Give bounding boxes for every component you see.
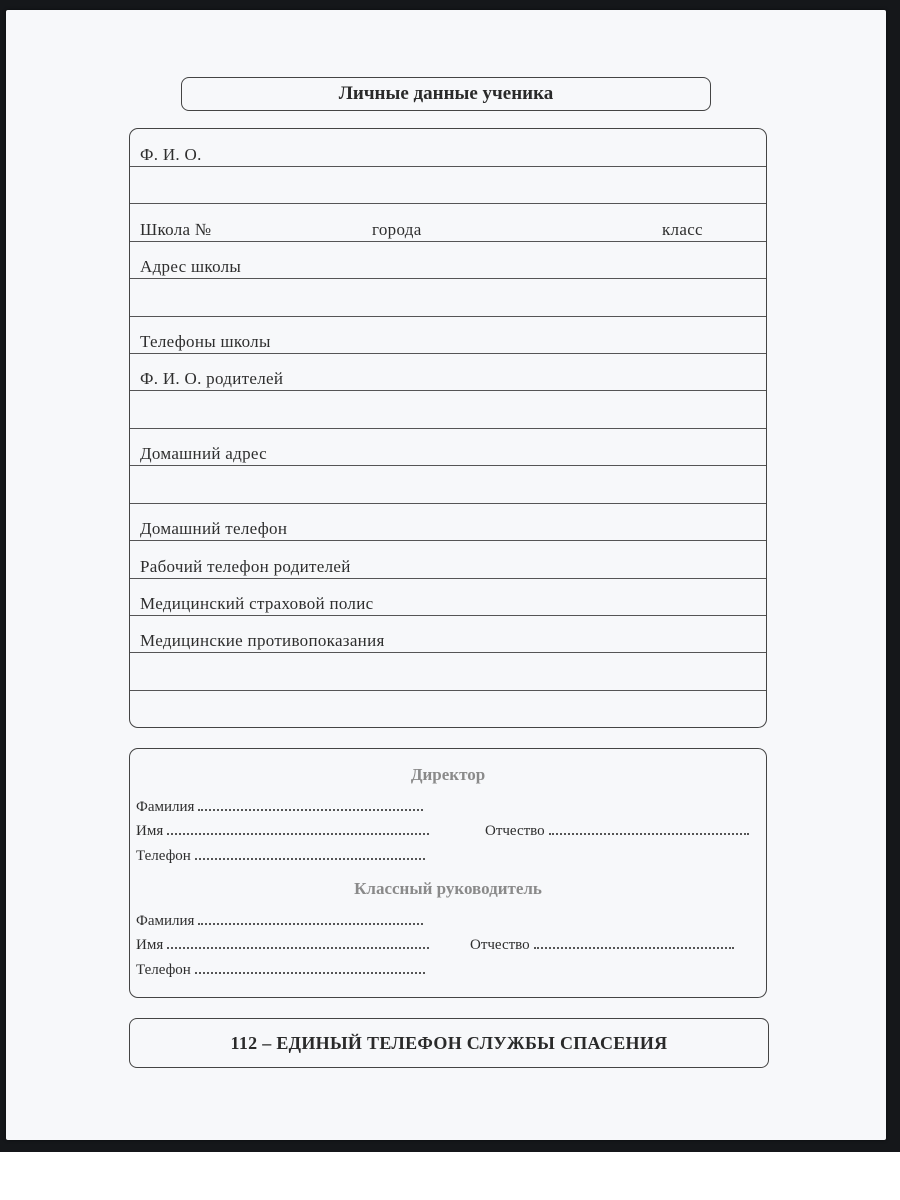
parents-fio-label: Ф. И. О. родителей [140, 369, 284, 388]
dotted-line [198, 911, 423, 925]
director-patronymic-row [485, 821, 749, 840]
school-address-label: Адрес школы [140, 257, 242, 276]
director-name-row [136, 821, 429, 840]
teacher-patronymic-row [470, 935, 734, 954]
form-line [130, 241, 766, 242]
director-phone-label: Телефон [136, 848, 191, 864]
teacher-phone-label: Телефон [136, 962, 191, 978]
form-line [130, 503, 766, 504]
teacher-phone-row [136, 960, 425, 979]
form-line [130, 615, 766, 616]
parents-work-phone-label: Рабочий телефон родителей [140, 557, 351, 576]
teacher-name-label: Имя [136, 937, 164, 953]
city-label: города [372, 220, 422, 239]
form-line [130, 578, 766, 579]
class-label: класс [662, 220, 703, 239]
school-phones-label: Телефоны школы [140, 332, 271, 351]
teacher-surname-row [136, 911, 423, 930]
class-teacher-heading: Классный руководитель [354, 879, 542, 898]
fio-label: Ф. И. О. [140, 145, 202, 164]
medical-contra-label: Медицинские противопоказания [140, 631, 385, 650]
page-title-text: Личные данные ученика [338, 83, 554, 104]
form-line [130, 428, 766, 429]
teacher-name-row [136, 935, 429, 954]
form-line [130, 652, 766, 653]
page-title [181, 77, 711, 111]
dotted-line [195, 846, 425, 860]
dotted-line [534, 935, 734, 949]
medical-policy-label: Медицинский страховой полис [140, 594, 374, 613]
director-surname-label: Фамилия [136, 799, 195, 815]
director-patronymic-label: Отчество [485, 823, 545, 839]
home-address-label: Домашний адрес [140, 444, 268, 463]
emergency-text: 112 – ЕДИНЫЙ ТЕЛЕФОН СЛУЖБЫ СПАСЕНИЯ [230, 1032, 668, 1053]
form-line [130, 203, 766, 204]
director-surname-row [136, 797, 423, 816]
form-line [130, 166, 766, 167]
director-phone-row [136, 846, 425, 865]
form-line [130, 316, 766, 317]
home-phone-label: Домашний телефон [140, 519, 288, 538]
form-line [130, 465, 766, 466]
emergency-banner [129, 1018, 769, 1068]
form-line [130, 690, 766, 691]
school-no-label: Школа № [140, 220, 212, 239]
director-name-label: Имя [136, 823, 164, 839]
form-line [130, 278, 766, 279]
teacher-patronymic-label: Отчество [470, 937, 530, 953]
contacts-box [129, 748, 767, 998]
dotted-line [195, 960, 425, 974]
director-heading: Директор [410, 765, 486, 784]
teacher-surname-label: Фамилия [136, 913, 195, 929]
dotted-line [167, 821, 429, 835]
personal-data-form [129, 128, 767, 728]
form-line [130, 390, 766, 391]
dotted-line [167, 935, 429, 949]
dotted-line [198, 797, 423, 811]
dotted-line [549, 821, 749, 835]
form-line [130, 540, 766, 541]
form-line [130, 353, 766, 354]
